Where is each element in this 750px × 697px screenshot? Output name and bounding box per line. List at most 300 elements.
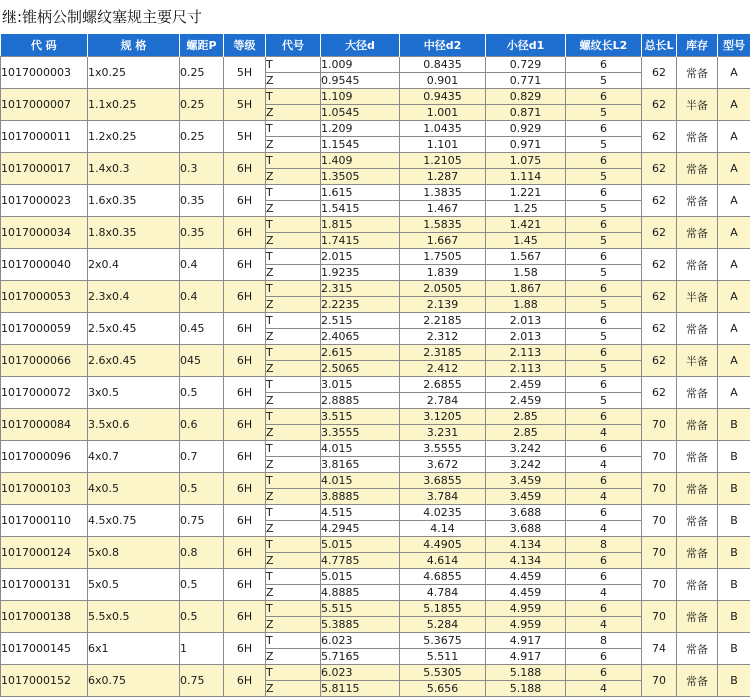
- cell-minor-diameter: 1.221: [486, 185, 566, 201]
- header-total-length: 总长L: [642, 34, 677, 57]
- cell-gauge-type: T: [266, 665, 321, 681]
- cell-major-diameter: 5.515: [321, 601, 400, 617]
- cell-major-diameter: 4.015: [321, 473, 400, 489]
- cell-code: 1017000053: [1, 281, 88, 313]
- cell-model: A: [718, 153, 750, 185]
- cell-major-diameter: 4.015: [321, 441, 400, 457]
- cell-major-diameter: 3.8885: [321, 489, 400, 505]
- cell-pitch-diameter: 1.101: [400, 137, 486, 153]
- cell-total-length: 62: [642, 185, 677, 217]
- cell-major-diameter: 2.315: [321, 281, 400, 297]
- cell-thread-length: 6: [566, 649, 642, 665]
- cell-pitch: 045: [180, 345, 224, 377]
- cell-major-diameter: 2.015: [321, 249, 400, 265]
- cell-stock: 常备: [677, 153, 718, 185]
- cell-spec: 6x0.75: [88, 665, 180, 697]
- header-pitch-diameter: 中径d2: [400, 34, 486, 57]
- cell-gauge-type: Z: [266, 297, 321, 313]
- table-row: [1, 153, 750, 169]
- cell-thread-length: 4: [566, 681, 642, 697]
- cell-spec: 2.6x0.45: [88, 345, 180, 377]
- cell-thread-length: 6: [566, 153, 642, 169]
- cell-minor-diameter: 1.075: [486, 153, 566, 169]
- cell-spec: 6x1: [88, 633, 180, 665]
- table-row: [1, 409, 750, 425]
- cell-total-length: 62: [642, 217, 677, 249]
- cell-thread-length: 5: [566, 393, 642, 409]
- cell-model: A: [718, 313, 750, 345]
- cell-thread-length: 5: [566, 201, 642, 217]
- cell-gauge-type: Z: [266, 169, 321, 185]
- cell-pitch: 0.45: [180, 313, 224, 345]
- cell-major-diameter: 1.209: [321, 121, 400, 137]
- cell-grade: 6H: [224, 217, 266, 249]
- cell-total-length: 62: [642, 313, 677, 345]
- cell-pitch: 0.75: [180, 505, 224, 537]
- cell-thread-length: 6: [566, 505, 642, 521]
- cell-pitch-diameter: 1.2105: [400, 153, 486, 169]
- cell-major-diameter: 1.1545: [321, 137, 400, 153]
- cell-thread-length: 5: [566, 169, 642, 185]
- cell-major-diameter: 6.023: [321, 633, 400, 649]
- cell-spec: 3x0.5: [88, 377, 180, 409]
- cell-gauge-type: Z: [266, 233, 321, 249]
- cell-minor-diameter: 4.917: [486, 649, 566, 665]
- cell-total-length: 70: [642, 537, 677, 569]
- cell-pitch-diameter: 4.0235: [400, 505, 486, 521]
- cell-spec: 1.8x0.35: [88, 217, 180, 249]
- cell-spec: 5x0.8: [88, 537, 180, 569]
- cell-gauge-type: T: [266, 537, 321, 553]
- table-row: [1, 377, 750, 393]
- cell-minor-diameter: 2.459: [486, 393, 566, 409]
- cell-pitch: 1: [180, 633, 224, 665]
- cell-gauge-type: T: [266, 57, 321, 73]
- cell-total-length: 62: [642, 377, 677, 409]
- cell-major-diameter: 6.023: [321, 665, 400, 681]
- cell-pitch-diameter: 3.1205: [400, 409, 486, 425]
- cell-stock: 常备: [677, 505, 718, 537]
- cell-gauge-type: T: [266, 249, 321, 265]
- cell-stock: 常备: [677, 409, 718, 441]
- cell-model: B: [718, 569, 750, 601]
- table-row: [1, 185, 750, 201]
- cell-minor-diameter: 2.459: [486, 377, 566, 393]
- cell-pitch-diameter: 5.5305: [400, 665, 486, 681]
- cell-major-diameter: 1.615: [321, 185, 400, 201]
- cell-grade: 6H: [224, 153, 266, 185]
- cell-stock: 半备: [677, 345, 718, 377]
- cell-total-length: 70: [642, 601, 677, 633]
- cell-gauge-type: Z: [266, 617, 321, 633]
- cell-pitch-diameter: 2.3185: [400, 345, 486, 361]
- cell-minor-diameter: 4.959: [486, 617, 566, 633]
- cell-major-diameter: 5.7165: [321, 649, 400, 665]
- cell-spec: 4x0.7: [88, 441, 180, 473]
- cell-thread-length: 6: [566, 665, 642, 681]
- cell-pitch-diameter: 3.672: [400, 457, 486, 473]
- table-header-row: [1, 34, 750, 57]
- cell-pitch: 0.35: [180, 185, 224, 217]
- cell-pitch-diameter: 2.784: [400, 393, 486, 409]
- cell-code: 1017000084: [1, 409, 88, 441]
- cell-minor-diameter: 3.242: [486, 441, 566, 457]
- cell-thread-length: 5: [566, 233, 642, 249]
- cell-model: B: [718, 601, 750, 633]
- cell-gauge-type: T: [266, 345, 321, 361]
- cell-gauge-type: T: [266, 377, 321, 393]
- header-spec: 规 格: [88, 34, 180, 57]
- cell-model: A: [718, 57, 750, 89]
- cell-grade: 6H: [224, 601, 266, 633]
- cell-code: 1017000059: [1, 313, 88, 345]
- cell-stock: 常备: [677, 665, 718, 697]
- cell-pitch-diameter: 5.1855: [400, 601, 486, 617]
- cell-pitch-diameter: 0.8435: [400, 57, 486, 73]
- cell-thread-length: 6: [566, 313, 642, 329]
- cell-model: A: [718, 281, 750, 313]
- cell-grade: 6H: [224, 409, 266, 441]
- cell-stock: 常备: [677, 601, 718, 633]
- cell-gauge-type: Z: [266, 457, 321, 473]
- cell-model: A: [718, 89, 750, 121]
- cell-code: 1017000066: [1, 345, 88, 377]
- cell-thread-length: 4: [566, 617, 642, 633]
- cell-pitch-diameter: 4.14: [400, 521, 486, 537]
- cell-stock: 常备: [677, 537, 718, 569]
- cell-major-diameter: 4.515: [321, 505, 400, 521]
- cell-grade: 6H: [224, 345, 266, 377]
- cell-gauge-type: T: [266, 505, 321, 521]
- cell-gauge-type: Z: [266, 201, 321, 217]
- cell-model: A: [718, 185, 750, 217]
- cell-pitch: 0.25: [180, 89, 224, 121]
- cell-pitch-diameter: 2.139: [400, 297, 486, 313]
- cell-code: 1017000152: [1, 665, 88, 697]
- cell-minor-diameter: 0.871: [486, 105, 566, 121]
- cell-gauge-type: Z: [266, 649, 321, 665]
- cell-spec: 1.6x0.35: [88, 185, 180, 217]
- cell-pitch-diameter: 1.001: [400, 105, 486, 121]
- cell-minor-diameter: 1.25: [486, 201, 566, 217]
- cell-grade: 6H: [224, 633, 266, 665]
- cell-thread-length: 6: [566, 377, 642, 393]
- cell-spec: 1x0.25: [88, 57, 180, 89]
- cell-pitch: 0.75: [180, 665, 224, 697]
- header-code: 代 码: [1, 34, 88, 57]
- table-row: [1, 505, 750, 521]
- cell-pitch-diameter: 0.901: [400, 73, 486, 89]
- cell-pitch-diameter: 3.784: [400, 489, 486, 505]
- cell-minor-diameter: 3.688: [486, 521, 566, 537]
- cell-pitch-diameter: 1.667: [400, 233, 486, 249]
- cell-gauge-type: Z: [266, 329, 321, 345]
- cell-thread-length: 6: [566, 185, 642, 201]
- cell-minor-diameter: 0.771: [486, 73, 566, 89]
- cell-stock: 常备: [677, 569, 718, 601]
- cell-thread-length: 6: [566, 217, 642, 233]
- cell-code: 1017000110: [1, 505, 88, 537]
- cell-grade: 6H: [224, 377, 266, 409]
- cell-code: 1017000138: [1, 601, 88, 633]
- cell-gauge-type: Z: [266, 73, 321, 89]
- cell-minor-diameter: 0.929: [486, 121, 566, 137]
- cell-model: B: [718, 473, 750, 505]
- cell-gauge-type: T: [266, 601, 321, 617]
- cell-major-diameter: 4.7785: [321, 553, 400, 569]
- cell-gauge-type: T: [266, 313, 321, 329]
- cell-model: B: [718, 409, 750, 441]
- cell-minor-diameter: 1.45: [486, 233, 566, 249]
- cell-pitch: 0.3: [180, 153, 224, 185]
- cell-major-diameter: 1.5415: [321, 201, 400, 217]
- cell-pitch-diameter: 1.5835: [400, 217, 486, 233]
- cell-grade: 6H: [224, 569, 266, 601]
- cell-gauge-type: T: [266, 153, 321, 169]
- cell-code: 1017000145: [1, 633, 88, 665]
- cell-minor-diameter: 0.729: [486, 57, 566, 73]
- cell-total-length: 62: [642, 249, 677, 281]
- cell-grade: 6H: [224, 281, 266, 313]
- cell-spec: 3.5x0.6: [88, 409, 180, 441]
- cell-grade: 6H: [224, 185, 266, 217]
- cell-gauge-type: Z: [266, 681, 321, 697]
- cell-stock: 常备: [677, 217, 718, 249]
- cell-major-diameter: 1.009: [321, 57, 400, 73]
- cell-stock: 半备: [677, 281, 718, 313]
- cell-thread-length: 5: [566, 329, 642, 345]
- cell-gauge-type: T: [266, 281, 321, 297]
- cell-pitch-diameter: 3.231: [400, 425, 486, 441]
- table-row: [1, 57, 750, 73]
- cell-minor-diameter: 3.242: [486, 457, 566, 473]
- cell-major-diameter: 2.615: [321, 345, 400, 361]
- cell-thread-length: 6: [566, 121, 642, 137]
- table-row: [1, 249, 750, 265]
- cell-major-diameter: 2.8885: [321, 393, 400, 409]
- cell-stock: 常备: [677, 57, 718, 89]
- cell-major-diameter: 1.9235: [321, 265, 400, 281]
- table-row: [1, 537, 750, 553]
- cell-pitch-diameter: 5.511: [400, 649, 486, 665]
- table-row: [1, 89, 750, 105]
- cell-pitch-diameter: 1.0435: [400, 121, 486, 137]
- cell-spec: 2.3x0.4: [88, 281, 180, 313]
- cell-pitch: 0.25: [180, 57, 224, 89]
- cell-code: 1017000040: [1, 249, 88, 281]
- cell-minor-diameter: 5.188: [486, 665, 566, 681]
- cell-stock: 常备: [677, 313, 718, 345]
- cell-minor-diameter: 2.85: [486, 409, 566, 425]
- cell-spec: 1.2x0.25: [88, 121, 180, 153]
- cell-stock: 常备: [677, 473, 718, 505]
- cell-minor-diameter: 0.829: [486, 89, 566, 105]
- table-row: [1, 473, 750, 489]
- cell-thread-length: 4: [566, 457, 642, 473]
- cell-thread-length: 6: [566, 281, 642, 297]
- cell-pitch: 0.4: [180, 281, 224, 313]
- cell-total-length: 70: [642, 441, 677, 473]
- cell-major-diameter: 0.9545: [321, 73, 400, 89]
- cell-pitch: 0.8: [180, 537, 224, 569]
- cell-minor-diameter: 1.867: [486, 281, 566, 297]
- cell-pitch: 0.5: [180, 601, 224, 633]
- cell-code: 1017000072: [1, 377, 88, 409]
- cell-major-diameter: 3.3555: [321, 425, 400, 441]
- header-thread-length: 螺纹长L2: [566, 34, 642, 57]
- cell-thread-length: 6: [566, 601, 642, 617]
- cell-model: B: [718, 505, 750, 537]
- cell-thread-length: 8: [566, 633, 642, 649]
- header-major-diameter: 大径d: [321, 34, 400, 57]
- cell-thread-length: 6: [566, 569, 642, 585]
- cell-pitch: 0.5: [180, 473, 224, 505]
- cell-thread-length: 6: [566, 409, 642, 425]
- cell-pitch-diameter: 1.839: [400, 265, 486, 281]
- table-row: [1, 601, 750, 617]
- cell-spec: 2.5x0.45: [88, 313, 180, 345]
- cell-thread-length: 5: [566, 361, 642, 377]
- cell-total-length: 70: [642, 569, 677, 601]
- cell-thread-length: 6: [566, 441, 642, 457]
- cell-pitch-diameter: 3.6855: [400, 473, 486, 489]
- cell-model: A: [718, 121, 750, 153]
- cell-minor-diameter: 4.134: [486, 553, 566, 569]
- cell-minor-diameter: 4.959: [486, 601, 566, 617]
- cell-pitch-diameter: 4.784: [400, 585, 486, 601]
- cell-minor-diameter: 2.113: [486, 361, 566, 377]
- cell-pitch: 0.5: [180, 377, 224, 409]
- cell-minor-diameter: 4.459: [486, 569, 566, 585]
- cell-pitch-diameter: 3.5555: [400, 441, 486, 457]
- cell-major-diameter: 3.8165: [321, 457, 400, 473]
- header-gauge-type: 代号: [266, 34, 321, 57]
- cell-gauge-type: Z: [266, 489, 321, 505]
- cell-code: 1017000103: [1, 473, 88, 505]
- cell-thread-length: 4: [566, 585, 642, 601]
- cell-grade: 5H: [224, 121, 266, 153]
- cell-model: B: [718, 537, 750, 569]
- cell-gauge-type: T: [266, 89, 321, 105]
- cell-thread-length: 6: [566, 249, 642, 265]
- cell-grade: 6H: [224, 249, 266, 281]
- cell-minor-diameter: 5.188: [486, 681, 566, 697]
- cell-model: A: [718, 249, 750, 281]
- cell-gauge-type: T: [266, 121, 321, 137]
- cell-gauge-type: T: [266, 473, 321, 489]
- cell-stock: 常备: [677, 633, 718, 665]
- table-row: [1, 345, 750, 361]
- cell-major-diameter: 1.7415: [321, 233, 400, 249]
- cell-thread-length: 6: [566, 473, 642, 489]
- cell-stock: 常备: [677, 249, 718, 281]
- cell-grade: 5H: [224, 57, 266, 89]
- cell-gauge-type: T: [266, 185, 321, 201]
- cell-gauge-type: Z: [266, 553, 321, 569]
- cell-gauge-type: T: [266, 441, 321, 457]
- cell-major-diameter: 5.015: [321, 569, 400, 585]
- cell-thread-length: 6: [566, 553, 642, 569]
- cell-gauge-type: T: [266, 217, 321, 233]
- cell-pitch-diameter: 5.284: [400, 617, 486, 633]
- cell-pitch-diameter: 4.4905: [400, 537, 486, 553]
- cell-pitch-diameter: 4.6855: [400, 569, 486, 585]
- cell-minor-diameter: 1.567: [486, 249, 566, 265]
- cell-spec: 1.4x0.3: [88, 153, 180, 185]
- cell-total-length: 70: [642, 409, 677, 441]
- cell-stock: 常备: [677, 121, 718, 153]
- cell-grade: 6H: [224, 505, 266, 537]
- cell-gauge-type: T: [266, 633, 321, 649]
- cell-pitch-diameter: 2.6855: [400, 377, 486, 393]
- cell-major-diameter: 5.3885: [321, 617, 400, 633]
- table-row: [1, 281, 750, 297]
- cell-total-length: 70: [642, 473, 677, 505]
- cell-model: A: [718, 377, 750, 409]
- cell-grade: 6H: [224, 473, 266, 505]
- cell-minor-diameter: 4.134: [486, 537, 566, 553]
- cell-thread-length: 6: [566, 57, 642, 73]
- cell-major-diameter: 2.515: [321, 313, 400, 329]
- cell-spec: 2x0.4: [88, 249, 180, 281]
- cell-spec: 1.1x0.25: [88, 89, 180, 121]
- cell-thread-length: 5: [566, 265, 642, 281]
- cell-total-length: 62: [642, 89, 677, 121]
- cell-thread-length: 4: [566, 425, 642, 441]
- cell-pitch-diameter: 0.9435: [400, 89, 486, 105]
- cell-code: 1017000003: [1, 57, 88, 89]
- cell-code: 1017000096: [1, 441, 88, 473]
- cell-model: B: [718, 441, 750, 473]
- cell-major-diameter: 1.409: [321, 153, 400, 169]
- cell-thread-length: 4: [566, 489, 642, 505]
- cell-minor-diameter: 0.971: [486, 137, 566, 153]
- cell-minor-diameter: 2.85: [486, 425, 566, 441]
- cell-grade: 6H: [224, 537, 266, 569]
- cell-major-diameter: 2.2235: [321, 297, 400, 313]
- cell-major-diameter: 1.109: [321, 89, 400, 105]
- cell-grade: 6H: [224, 441, 266, 473]
- cell-gauge-type: Z: [266, 393, 321, 409]
- cell-pitch-diameter: 1.467: [400, 201, 486, 217]
- cell-code: 1017000034: [1, 217, 88, 249]
- cell-stock: 半备: [677, 89, 718, 121]
- cell-thread-length: 4: [566, 521, 642, 537]
- cell-pitch-diameter: 2.0505: [400, 281, 486, 297]
- cell-gauge-type: Z: [266, 105, 321, 121]
- cell-total-length: 62: [642, 153, 677, 185]
- table-row: [1, 217, 750, 233]
- header-pitch: 螺距P: [180, 34, 224, 57]
- cell-thread-length: 5: [566, 297, 642, 313]
- cell-minor-diameter: 1.58: [486, 265, 566, 281]
- table-row: [1, 313, 750, 329]
- cell-total-length: 70: [642, 665, 677, 697]
- cell-major-diameter: 1.3505: [321, 169, 400, 185]
- cell-pitch-diameter: 5.656: [400, 681, 486, 697]
- cell-pitch: 0.7: [180, 441, 224, 473]
- cell-gauge-type: Z: [266, 361, 321, 377]
- cell-minor-diameter: 3.459: [486, 489, 566, 505]
- cell-major-diameter: 4.2945: [321, 521, 400, 537]
- cell-pitch-diameter: 5.3675: [400, 633, 486, 649]
- cell-pitch-diameter: 1.3835: [400, 185, 486, 201]
- header-stock: 库存: [677, 34, 718, 57]
- cell-pitch: 0.35: [180, 217, 224, 249]
- cell-code: 1017000017: [1, 153, 88, 185]
- cell-gauge-type: Z: [266, 137, 321, 153]
- cell-pitch: 0.6: [180, 409, 224, 441]
